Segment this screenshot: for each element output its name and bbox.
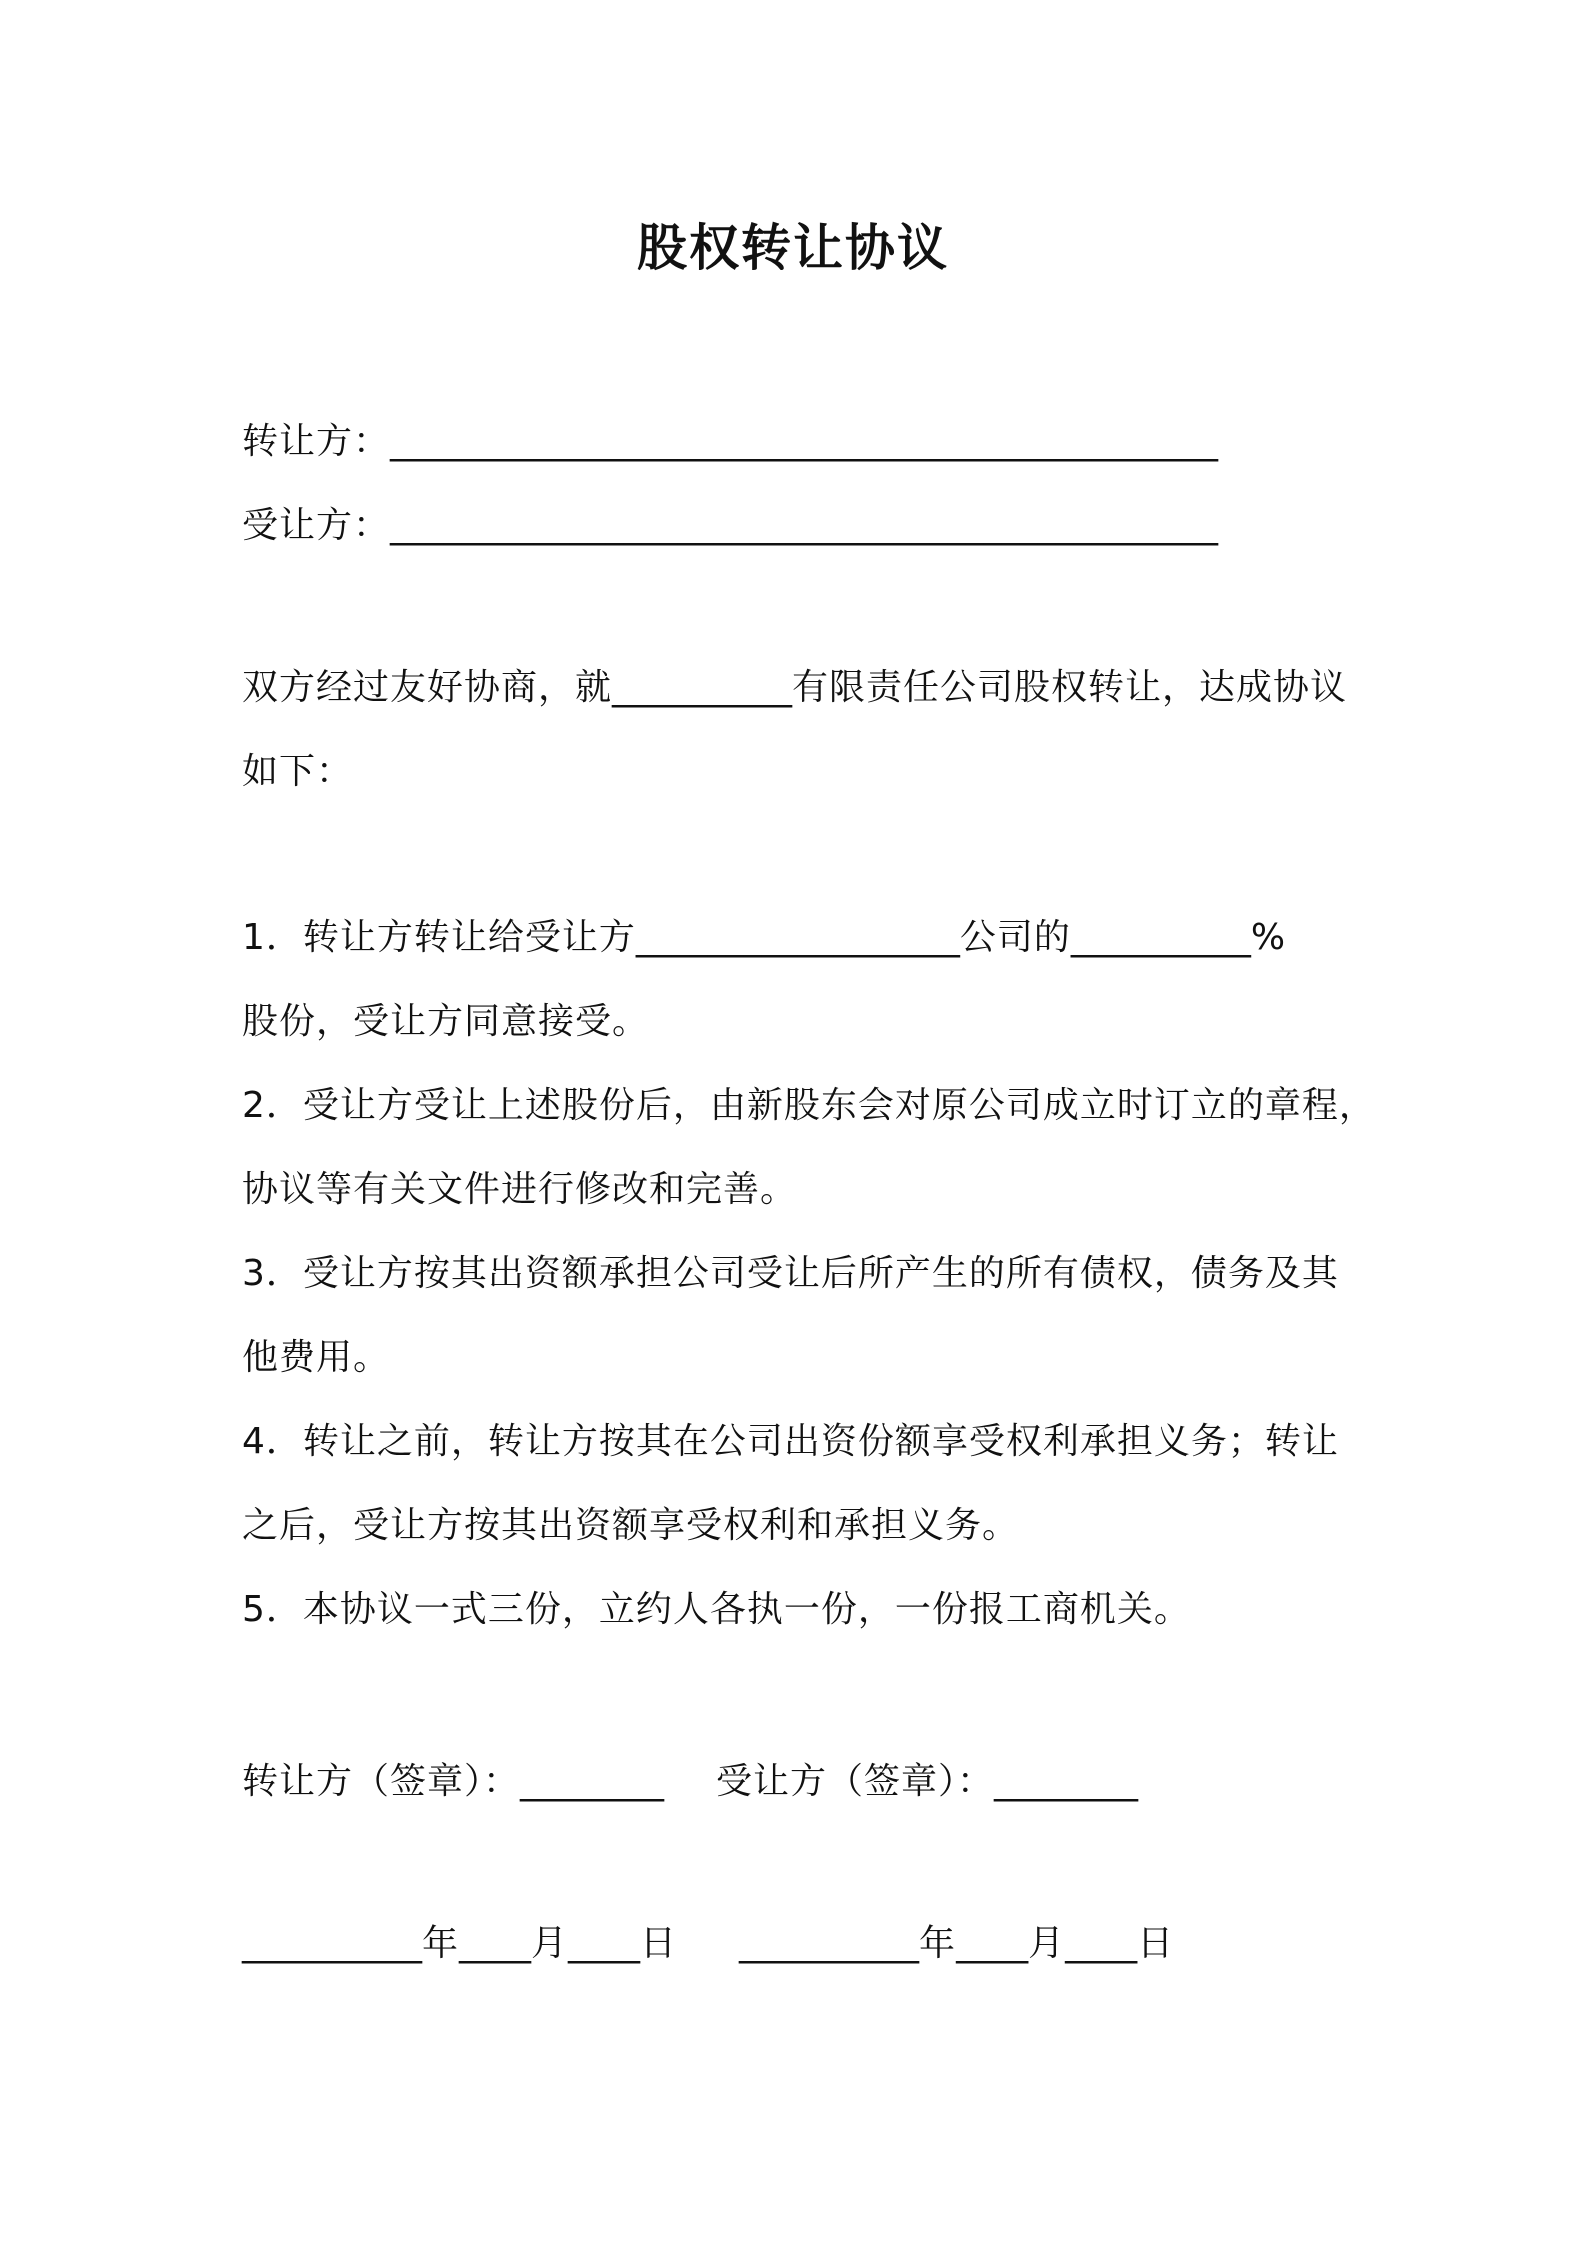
clause-1-percent-sign: % — [1250, 917, 1287, 958]
date-line — [242, 1922, 1174, 1966]
transferee-label: 受让方： — [242, 505, 391, 546]
preamble-line-1 — [242, 666, 1347, 710]
clause-1-text-b: 公司的 — [959, 917, 1071, 958]
transferor-label: 转让方： — [242, 421, 391, 462]
transferor-signature-blank: ________ — [520, 1761, 665, 1802]
clause-3-line-1: 3．受让方按其出资额承担公司受让后所产生的所有债权，债务及其 — [242, 1253, 1339, 1294]
date-2-day-blank: ____ — [1065, 1923, 1138, 1964]
transferee-signature-blank: ________ — [994, 1761, 1139, 1802]
transferee-signature-label: 受让方（签章）： — [716, 1761, 995, 1802]
date-1-month-blank: ____ — [459, 1923, 532, 1964]
clause-1-percent-blank: __________ — [1070, 917, 1251, 958]
signature-line — [242, 1760, 1138, 1804]
transferee-blank: ______________________________________________ — [390, 505, 1219, 546]
date-2-month-blank: ____ — [956, 1923, 1029, 1964]
preamble-text-b: 有限责任公司股权转让，达成协议 — [792, 667, 1348, 708]
date-2-year-label: 年 — [919, 1923, 957, 1964]
preamble-text-a: 双方经过友好协商，就 — [242, 667, 613, 708]
date-2-day-label: 日 — [1137, 1923, 1175, 1964]
date-1-day-label: 日 — [640, 1923, 678, 1964]
clause-1-text-a: 1．转让方转让给受让方 — [242, 917, 636, 958]
clause-5-line-1: 5．本协议一式三份，立约人各执一份，一份报工商机关。 — [242, 1589, 1191, 1630]
date-1-day-blank: ____ — [568, 1923, 641, 1964]
date-1-year-blank: __________ — [242, 1923, 422, 1964]
transferor-line — [242, 420, 1218, 464]
clause-4-line-1: 4．转让之前，转让方按其在公司出资份额享受权利承担义务；转让 — [242, 1421, 1339, 1462]
transferee-line — [242, 504, 1218, 548]
clause-2-line-2: 协议等有关文件进行修改和完善。 — [242, 1169, 798, 1210]
preamble-line-2: 如下： — [242, 751, 354, 792]
document-title: 股权转让协议 — [637, 219, 949, 277]
transferor-signature-label: 转让方（签章）： — [242, 1761, 521, 1802]
clause-4-line-2: 之后，受让方按其出资额享受权利和承担义务。 — [242, 1505, 1020, 1546]
clause-2-line-1: 2．受让方受让上述股份后，由新股东会对原公司成立时订立的章程， — [242, 1085, 1376, 1126]
clause-1-line-1 — [242, 916, 1286, 960]
date-2-year-blank: __________ — [739, 1923, 920, 1964]
date-1-month-label: 月 — [531, 1923, 569, 1964]
clause-1-company-blank: __________________ — [635, 917, 960, 958]
date-2-month-label: 月 — [1028, 1923, 1066, 1964]
date-1-year-label: 年 — [422, 1923, 460, 1964]
transferor-blank: ______________________________________________ — [390, 421, 1219, 462]
company-name-blank: __________ — [612, 667, 793, 708]
clause-3-line-2: 他费用。 — [242, 1337, 391, 1378]
clause-1-line-2: 股份，受让方同意接受。 — [242, 1001, 650, 1042]
